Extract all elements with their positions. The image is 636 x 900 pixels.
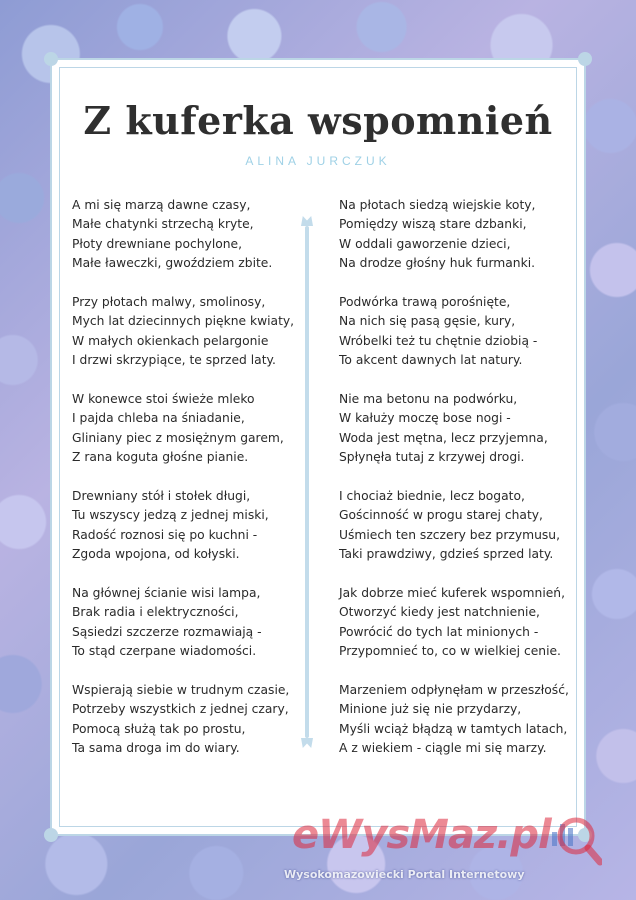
- poem-line: Otworzyć kiedy jest natchnienie,: [339, 605, 540, 620]
- watermark-subtitle: Wysokomazowiecki Portal Internetowy: [284, 868, 525, 881]
- poem-author: ALINA JURCZUK: [245, 154, 391, 168]
- divider-crown-ornament: [301, 738, 313, 748]
- stanza: [339, 196, 569, 274]
- poem-line: Nie ma betonu na podwórku,: [339, 392, 518, 407]
- magnifier-chart-icon: [546, 810, 602, 866]
- poem-line: Pomocą służą tak po prostu,: [72, 721, 246, 736]
- stanza: [72, 487, 294, 565]
- stanza: [339, 390, 569, 468]
- frame-corner-ornament: [578, 52, 592, 66]
- stanza: [72, 390, 294, 468]
- poem-line: To stąd czerpane wiadomości.: [72, 644, 257, 659]
- poem-line: Przy płotach malwy, smolinosy,: [72, 295, 266, 310]
- poem-line: Woda jest mętna, lecz przyjemna,: [339, 430, 548, 445]
- poem-line: Z rana koguta głośne pianie.: [72, 450, 249, 465]
- poem-line: I pajda chleba na śniadanie,: [72, 411, 245, 426]
- poem-line: Wspierają siebie w trudnym czasie,: [72, 683, 290, 698]
- stanza: [339, 487, 569, 565]
- poem-left-column: [72, 196, 294, 778]
- poem-line: Na głównej ścianie wisi lampa,: [72, 586, 261, 601]
- poem-line: Drewniany stół i stołek długi,: [72, 489, 251, 504]
- poem-line: W kałuży moczę bose nogi -: [339, 411, 511, 426]
- divider-crown-ornament: [301, 216, 313, 226]
- poem-line: I chociaż biednie, lecz bogato,: [339, 489, 525, 504]
- poem-line: Wróbelki też tu chętnie dziobią -: [339, 333, 538, 348]
- poem-line: Sąsiedzi szczerze rozmawiają -: [72, 624, 262, 639]
- column-divider: [304, 216, 310, 748]
- poem-line: W konewce stoi świeże mleko: [72, 392, 255, 407]
- poem-line: Małe chatynki strzechą kryte,: [72, 217, 254, 232]
- poem-line: A z wiekiem - ciągle mi się marzy.: [339, 741, 547, 756]
- stanza: [339, 293, 569, 371]
- poem-card: [50, 58, 586, 836]
- poem-line: Uśmiech ten szczery bez przymusu,: [339, 527, 561, 542]
- poem-line: Pomiędzy wiszą stare dzbanki,: [339, 217, 527, 232]
- poem-line: Zgoda wpojona, od kołyski.: [72, 547, 240, 562]
- poem-line: Minione już się nie przydarzy,: [339, 702, 522, 717]
- poem-line: Na drodze głośny huk furmanki.: [339, 256, 536, 271]
- poem-line: Radość roznosi się po kuchni -: [72, 527, 258, 542]
- poem-line: Brak radia i elektryczności,: [72, 605, 239, 620]
- watermark-logo-text: eWysMaz.pl: [292, 812, 551, 858]
- poem-line: Przypomnieć to, co w wielkiej cenie.: [339, 644, 561, 659]
- frame-corner-ornament: [44, 52, 58, 66]
- stanza: [339, 584, 569, 662]
- site-watermark: [276, 806, 616, 896]
- poem-line: Małe ławeczki, gwoździem zbite.: [72, 256, 273, 271]
- poem-right-column: [339, 196, 569, 778]
- poem-line: A mi się marzą dawne czasy,: [72, 198, 251, 212]
- poem-line: Gościnność w progu starej chaty,: [339, 508, 543, 523]
- frame-corner-ornament: [44, 828, 58, 842]
- poem-line: Mych lat dziecinnych piękne kwiaty,: [72, 314, 295, 329]
- poem-line: Ta sama droga im do wiary.: [72, 741, 240, 756]
- poem-line: Jak dobrze mieć kuferek wspomnień,: [339, 586, 566, 601]
- poem-line: Gliniany piec z mosiężnym garem,: [72, 430, 284, 445]
- stanza: [72, 293, 294, 371]
- poem-line: Na płotach siedzą wiejskie koty,: [339, 198, 536, 212]
- poem-line: Podwórka trawą porośnięte,: [339, 295, 511, 310]
- poem-line: Spłynęła tutaj z krzywej drogi.: [339, 450, 525, 465]
- poem-line: Potrzeby wszystkich z jednej czary,: [72, 702, 289, 717]
- poem-line: To akcent dawnych lat natury.: [339, 353, 523, 368]
- poem-line: Tu wszyscy jedzą z jednej miski,: [72, 508, 269, 523]
- poem-title: Z kuferka wspomnień: [83, 98, 553, 143]
- poem-line: W oddali gaworzenie dzieci,: [339, 236, 511, 251]
- stanza: [339, 681, 569, 759]
- divider-bar: [305, 226, 309, 738]
- poem-line: Myśli wciąż błądzą w tamtych latach,: [339, 721, 568, 736]
- poem-line: Powrócić do tych lat minionych -: [339, 624, 539, 639]
- poem-line: W małych okienkach pelargonie: [72, 333, 269, 348]
- stanza: [72, 681, 294, 759]
- poem-line: Na nich się pasą gęsie, kury,: [339, 314, 516, 329]
- poem-line: Taki prawdziwy, gdzieś sprzed laty.: [339, 547, 554, 562]
- poem-line: Płoty drewniane pochylone,: [72, 236, 243, 251]
- poem-line: Marzeniem odpłynęłam w przeszłość,: [339, 683, 569, 698]
- poem-line: I drzwi skrzypiące, te sprzed laty.: [72, 353, 276, 368]
- stanza: [72, 196, 294, 274]
- stanza: [72, 584, 294, 662]
